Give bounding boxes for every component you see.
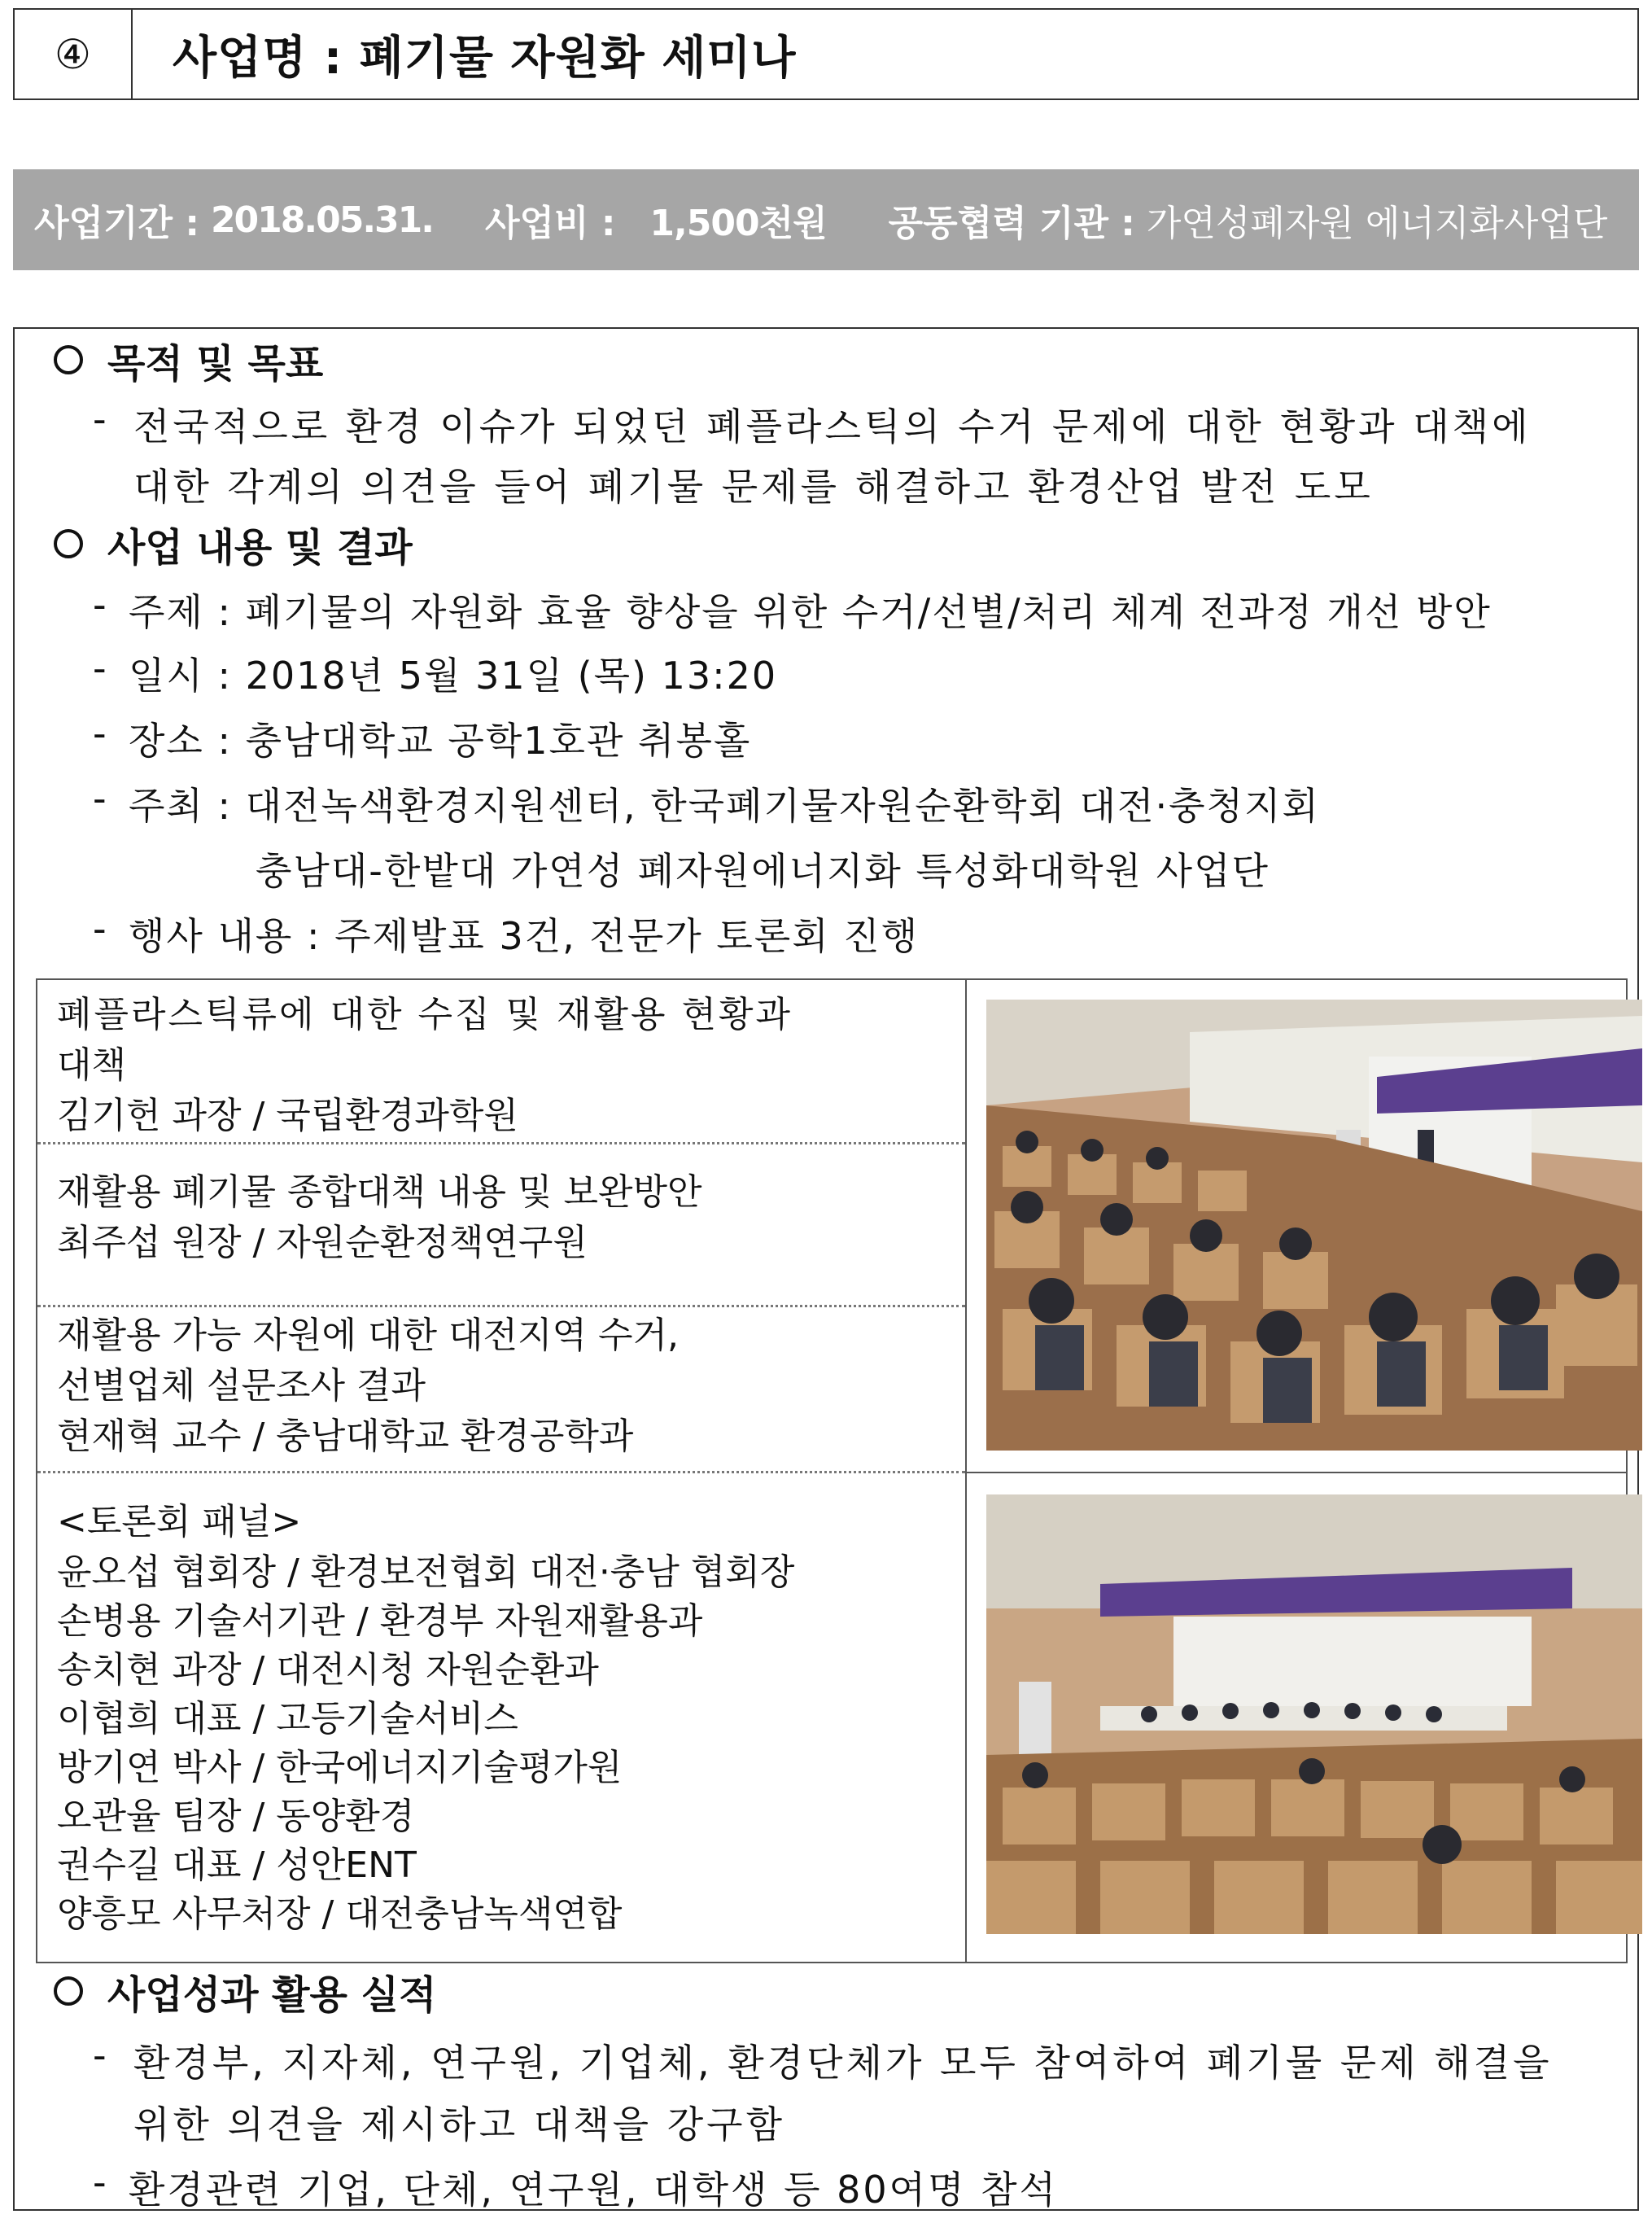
content-heading (54, 518, 413, 570)
panel-cell (37, 1473, 965, 1962)
talk-2-speaker: 최주섭 원장 / 자원순환정책연구원 (57, 1222, 588, 1263)
results-heading-text: 사업성과 활용 실적 (107, 1971, 437, 2018)
cost-label: 사업비 : (485, 203, 616, 244)
event-line: 행사 내용 : 주제발표 3건, 전문가 토론회 진행 (129, 914, 920, 958)
talk-1-cell (37, 980, 965, 1144)
talk-3-title: 재활용 가능 자원에 대한 대전지역 수거, (57, 1315, 679, 1356)
circle-bullet-icon (54, 529, 83, 558)
item-number: ④ (15, 10, 133, 98)
period-value: 2018.05.31. (210, 199, 434, 241)
partner-label: 공동협력 기관 : (888, 203, 1135, 244)
results-line1: 환경부, 지자체, 연구원, 기업체, 환경단체가 모두 참여하여 폐기물 문제 해결을 (133, 2041, 1553, 2085)
purpose-line2: 대한 각계의 의견을 들어 폐기물 문제를 해결하고 환경산업 발전 도모 (133, 465, 1374, 509)
panel-member: 방기연 박사 / 한국에너지기술평가원 (57, 1747, 623, 1788)
results-line3: 환경관련 기업, 단체, 연구원, 대학생 등 80여명 참석 (129, 2168, 1059, 2212)
topic-line: 주제 : 폐기물의 자원화 효율 향상을 위한 수거/선별/처리 체계 전과정 개선 방안 (129, 590, 1492, 634)
place-line: 장소 : 충남대학교 공학1호관 취봉홀 (129, 719, 752, 763)
program-table (36, 978, 1628, 1963)
dash-bullet: - (93, 711, 107, 755)
purpose-line1: 전국적으로 환경 이슈가 되었던 폐플라스틱의 수거 문제에 대한 현황과 대책에 (133, 405, 1532, 449)
panel-member: 손병용 기술서기관 / 환경부 자원재활용과 (57, 1600, 703, 1642)
talk-3-title-cont: 선별업체 설문조사 결과 (57, 1365, 426, 1407)
results-heading (54, 1965, 436, 2017)
dash-bullet: - (93, 907, 107, 951)
talk-1-title: 폐플라스틱류에 대한 수집 및 재활용 현황과 (57, 994, 793, 1035)
talk-3-speaker: 현재혁 교수 / 충남대학교 환경공학과 (57, 1416, 634, 1457)
talk-2-cell (37, 1144, 965, 1307)
dash-bullet: - (93, 646, 107, 690)
talk-2-title: 재활용 폐기물 종합대책 내용 및 보완방안 (57, 1171, 702, 1213)
date-line: 일시 : 2018년 5월 31일 (목) 13:20 (129, 654, 778, 698)
panel-member: 권수길 대표 / 성안ENT (57, 1844, 417, 1886)
seminar-audience-photo (986, 1000, 1642, 1451)
dash-bullet: - (93, 2160, 107, 2204)
panel-member: 이협희 대표 / 고등기술서비스 (57, 1698, 518, 1739)
talk-3-cell (37, 1307, 965, 1473)
talk-1-speaker: 김기헌 과장 / 국립환경과학원 (57, 1095, 518, 1136)
purpose-heading-text: 목적 및 목표 (107, 340, 324, 387)
panel-heading: <토론회 패널> (57, 1501, 302, 1543)
period-label: 사업기간 : (34, 203, 199, 244)
circle-bullet-icon (54, 1976, 83, 2006)
results-line2: 위한 의견을 제시하고 대책을 강구함 (133, 2103, 786, 2146)
cost-value: 1,500천원 (649, 203, 827, 244)
info-bar (13, 169, 1639, 270)
dash-bullet: - (93, 777, 107, 820)
panel-member: 윤오섭 협회장 / 환경보전협회 대전·충남 협회장 (57, 1551, 795, 1593)
panel-member: 오관율 팀장 / 동양환경 (57, 1796, 415, 1837)
page-title: 사업명 : 폐기물 자원화 세미나 (173, 31, 797, 85)
content-heading-text: 사업 내용 및 결과 (107, 524, 413, 571)
partner-value: 가연성폐자원 에너지화사업단 (1146, 203, 1608, 244)
dash-bullet: - (93, 397, 107, 441)
panel-discussion-photo (986, 1494, 1642, 1934)
panel-member: 양흥모 사무처장 / 대전충남녹색연합 (57, 1893, 623, 1935)
title-box (13, 8, 1639, 100)
panel-member: 송치현 과장 / 대전시청 자원순환과 (57, 1649, 599, 1691)
purpose-heading (54, 335, 324, 387)
talk-1-title-cont: 대책 (57, 1044, 127, 1086)
content-box (13, 327, 1639, 2211)
host-line2: 충남대-한밭대 가연성 폐자원에너지화 특성화대학원 사업단 (256, 849, 1270, 893)
host-line1: 주최 : 대전녹색환경지원센터, 한국폐기물자원순환학회 대전·충청지회 (129, 784, 1320, 828)
circle-bullet-icon (54, 345, 83, 374)
dash-bullet: - (93, 2033, 107, 2077)
dash-bullet: - (93, 583, 107, 627)
